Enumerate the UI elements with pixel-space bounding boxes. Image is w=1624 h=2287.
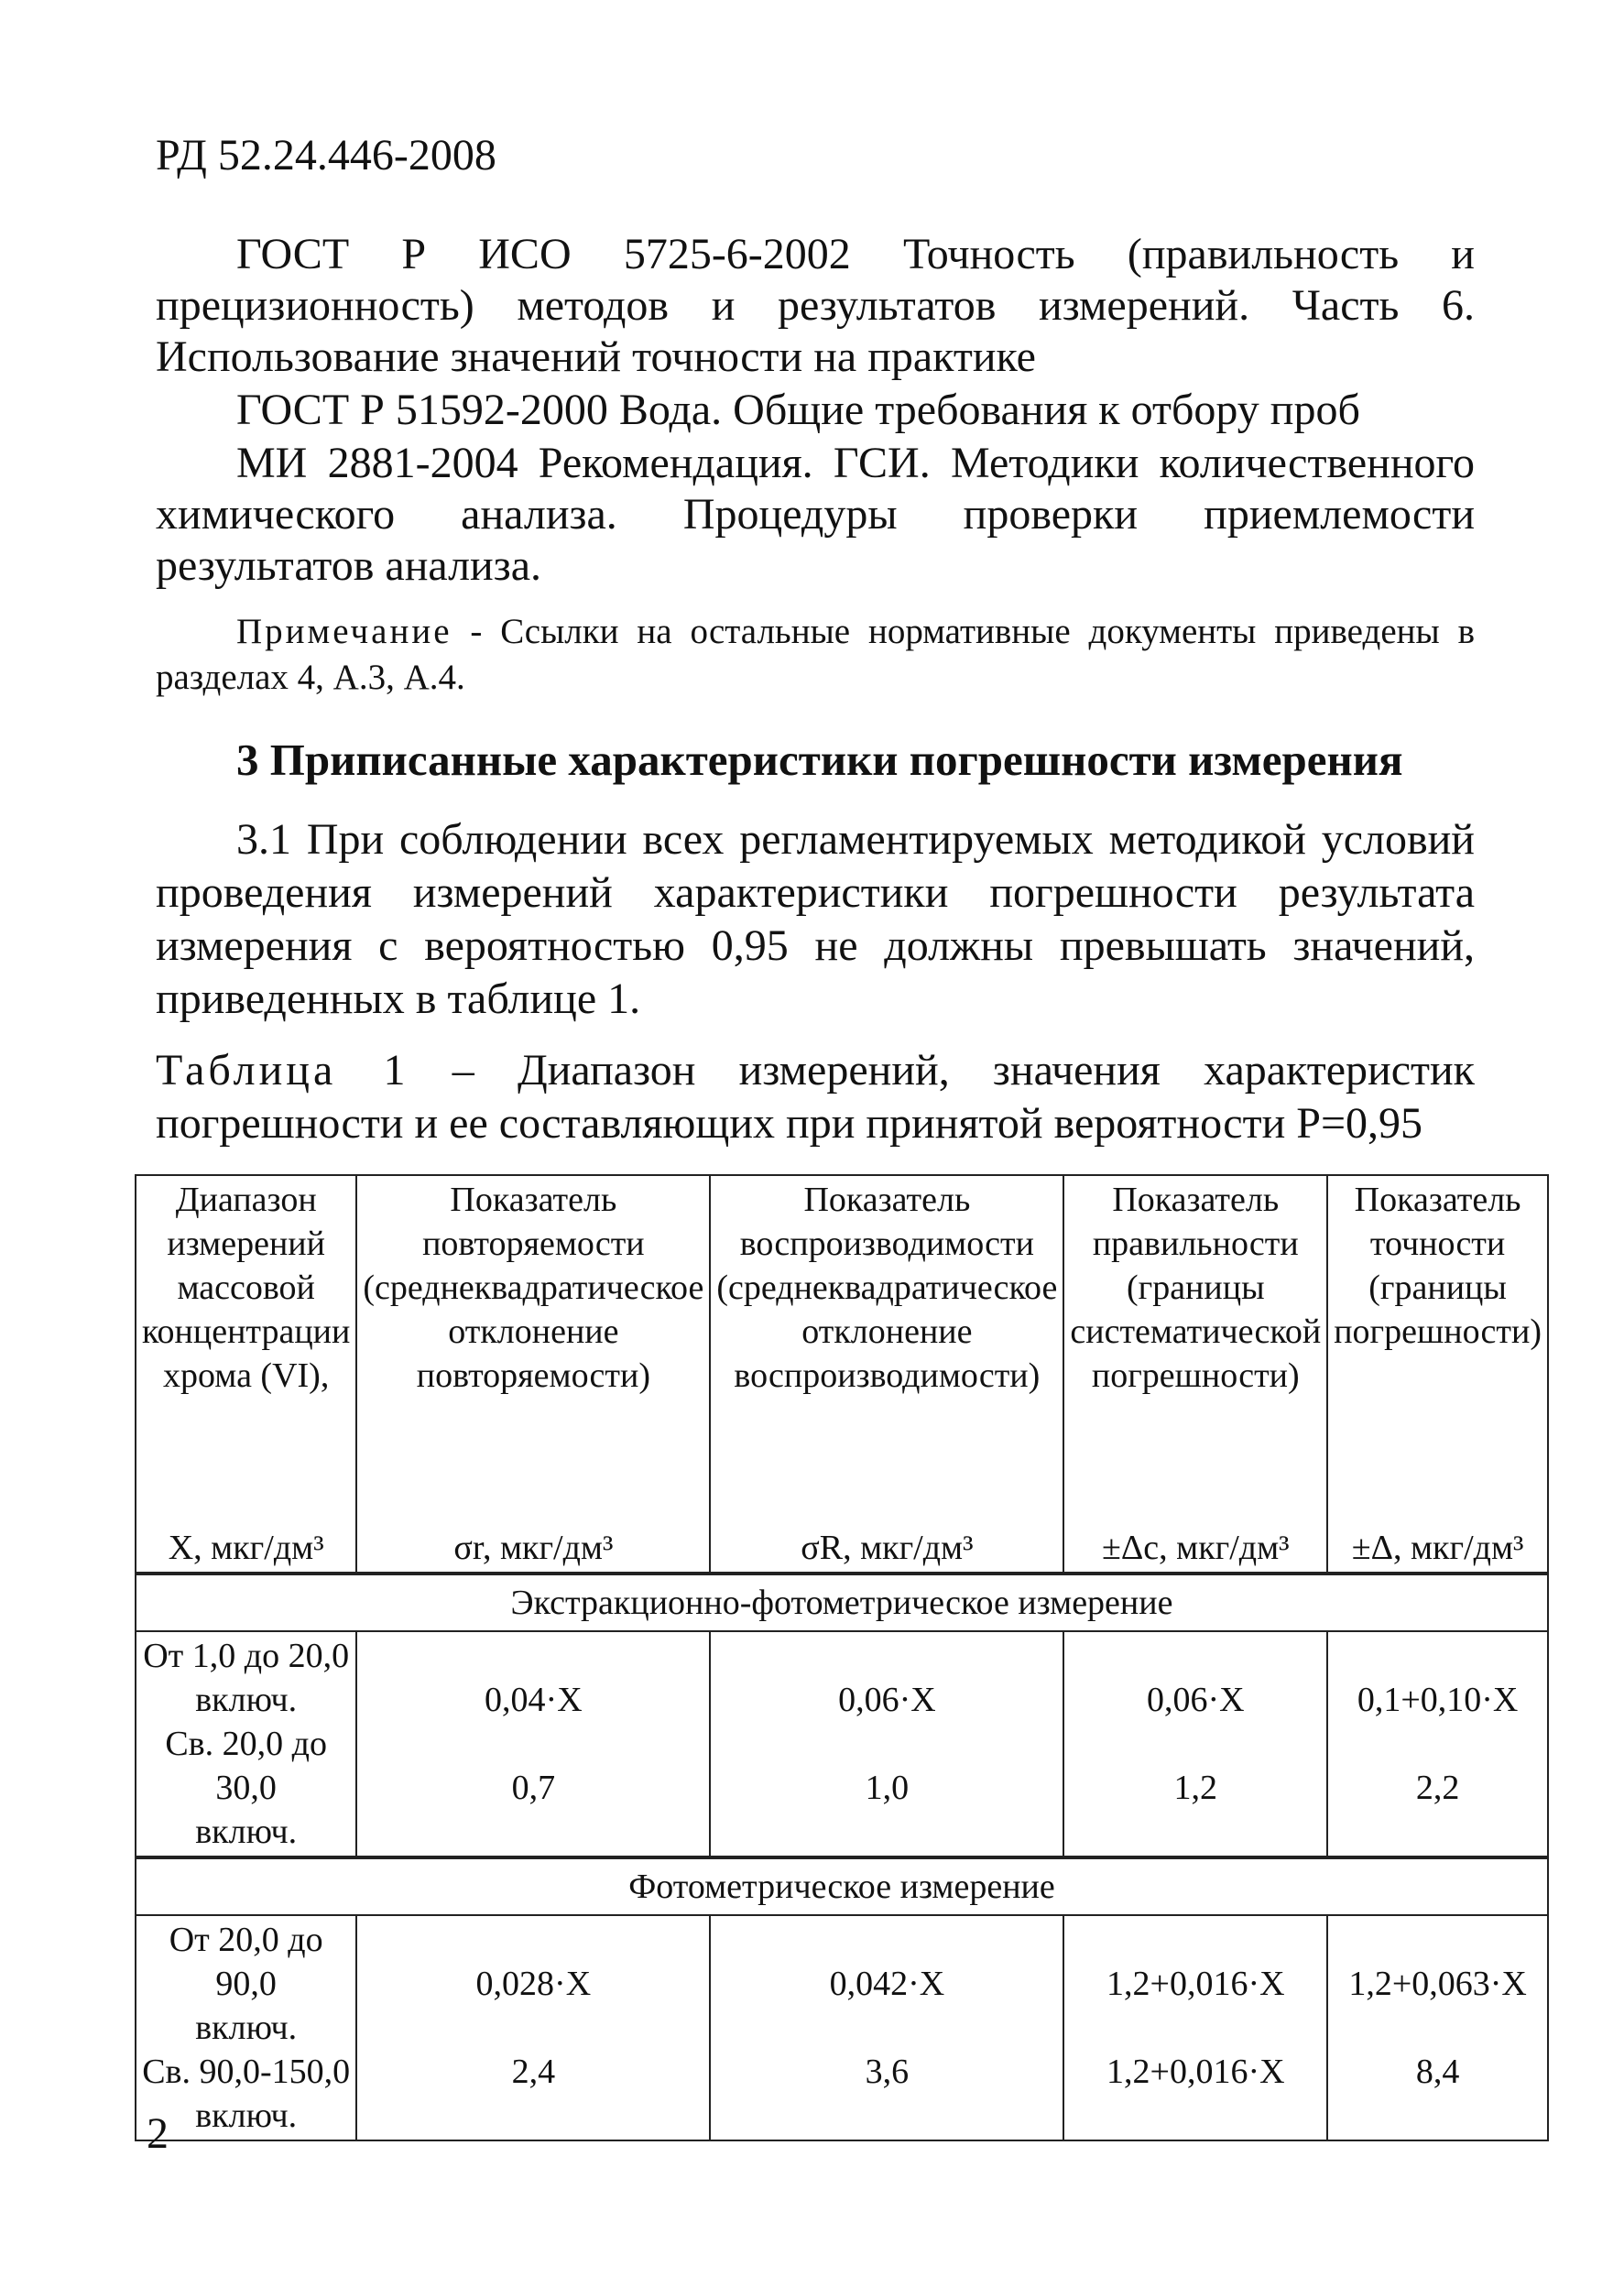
table-caption-text: – Диапазон измерений, значения характеристик погрешности и ее составляющих при принятой вероятности Р=0,95 [156, 1046, 1476, 1148]
value: 0,06·X [1146, 1681, 1245, 1719]
value: 2,2 [1415, 1769, 1460, 1807]
range-cell [136, 1915, 356, 2140]
value-cell [1063, 1631, 1327, 1857]
header-unit: σR, мкг/дм³ [801, 1529, 974, 1567]
header-text: Показатель правильности (границы систематической погрешности) [1070, 1181, 1322, 1395]
document-code: РД 52.24.446-2008 [156, 131, 496, 180]
range-line: включ. [195, 1681, 298, 1719]
section-title: 3 Приписанные характеристики погрешности измерения [236, 735, 1403, 785]
value: 8,4 [1415, 2053, 1460, 2091]
header-unit: ±Δc, мкг/дм³ [1101, 1529, 1290, 1567]
range-line: Св. 90,0-150,0 [142, 2053, 351, 2091]
reference-item: МИ 2881-2004 Рекомендация. ГСИ. Методики количественного химического анализа. Процедуры проверки приемлемости результатов анализа. [156, 439, 1475, 590]
range-line: включ. [195, 2009, 298, 2047]
note-label: Примечание [236, 612, 452, 651]
table-row [136, 1915, 1548, 2140]
value-cell [710, 1631, 1063, 1857]
range-line: Св. 20,0 до 30,0 [165, 1725, 327, 1807]
header-text: Показатель точности (границы погрешности) [1334, 1181, 1542, 1351]
table-row [136, 1631, 1548, 1857]
value-cell [1063, 1915, 1327, 2140]
value: 1,2+0,063·X [1348, 1965, 1527, 2003]
value: 0,028·X [475, 1965, 592, 2003]
table-caption [156, 1044, 1475, 1150]
value: 0,1+0,10·X [1357, 1681, 1519, 1719]
note [156, 609, 1475, 701]
group-title: Фотометрическое измерение [136, 1857, 1548, 1915]
reference-item: ГОСТ Р ИСО 5725-6-2002 Точность (правильность и прецизионность) методов и результатов измерений. Часть 6. Использование значений точности на практике [156, 230, 1475, 381]
header-unit: σr, мкг/дм³ [453, 1529, 614, 1567]
table-group-row [136, 1574, 1548, 1631]
header-unit: ±Δ, мкг/дм³ [1351, 1529, 1524, 1567]
value-cell [356, 1631, 710, 1857]
value: 2,4 [511, 2053, 556, 2091]
value-cell [710, 1915, 1063, 2140]
value: 0,7 [511, 1769, 556, 1807]
error-characteristics-table [135, 1174, 1549, 2141]
table-header-row [136, 1175, 1548, 1574]
header-text: Показатель повторяемости (среднеквадратическое отклонение повторяемости) [363, 1181, 704, 1395]
value-cell [356, 1915, 710, 2140]
range-line: включ. [195, 1813, 298, 1851]
section-paragraph: 3.1 При соблюдении всех регламентируемых методикой условий проведения измерений характеристики погрешности результата измерения с вероятностью 0,95 не должны превышать значений, приведенных в таблице 1. [156, 815, 1475, 1023]
value: 1,2 [1173, 1769, 1218, 1807]
header-text: Диапазон измерений массовой концентрации хрома (VI), [142, 1181, 351, 1395]
range-cell [136, 1631, 356, 1857]
reference-item: ГОСТ Р 51592-2000 Вода. Общие требования к отбору проб [236, 386, 1360, 434]
header-cell-range [136, 1175, 356, 1574]
header-text: Показатель воспроизводимости (среднеквадратическое отклонение воспроизводимости) [716, 1181, 1058, 1395]
header-cell-trueness [1063, 1175, 1327, 1574]
note-text: - Ссылки на остальные нормативные документы приведены в разделах 4, А.3, А.4. [156, 612, 1475, 697]
value: 1,2+0,016·X [1106, 1965, 1285, 2003]
group-title: Экстракционно-фотометрическое измерение [136, 1574, 1548, 1631]
value: 1,0 [865, 1769, 910, 1807]
references-list [156, 229, 1475, 594]
header-cell-accuracy [1327, 1175, 1548, 1574]
value: 0,04·X [485, 1681, 583, 1719]
value: 0,042·X [829, 1965, 945, 2003]
header-unit: X, мкг/дм³ [168, 1529, 324, 1567]
range-line: От 1,0 до 20,0 [143, 1637, 350, 1675]
value-cell [1327, 1631, 1548, 1857]
range-line: От 20,0 до 90,0 [169, 1921, 323, 2003]
header-cell-repeatability [356, 1175, 710, 1574]
value: 3,6 [865, 2053, 910, 2091]
header-cell-reproducibility [710, 1175, 1063, 1574]
value: 1,2+0,016·X [1106, 2053, 1285, 2091]
value: 0,06·X [838, 1681, 936, 1719]
table-caption-label: Таблица 1 [156, 1046, 409, 1094]
range-line: включ. [195, 2096, 298, 2135]
table-group-row [136, 1857, 1548, 1915]
page-number: 2 [147, 2109, 169, 2158]
value-cell [1327, 1915, 1548, 2140]
